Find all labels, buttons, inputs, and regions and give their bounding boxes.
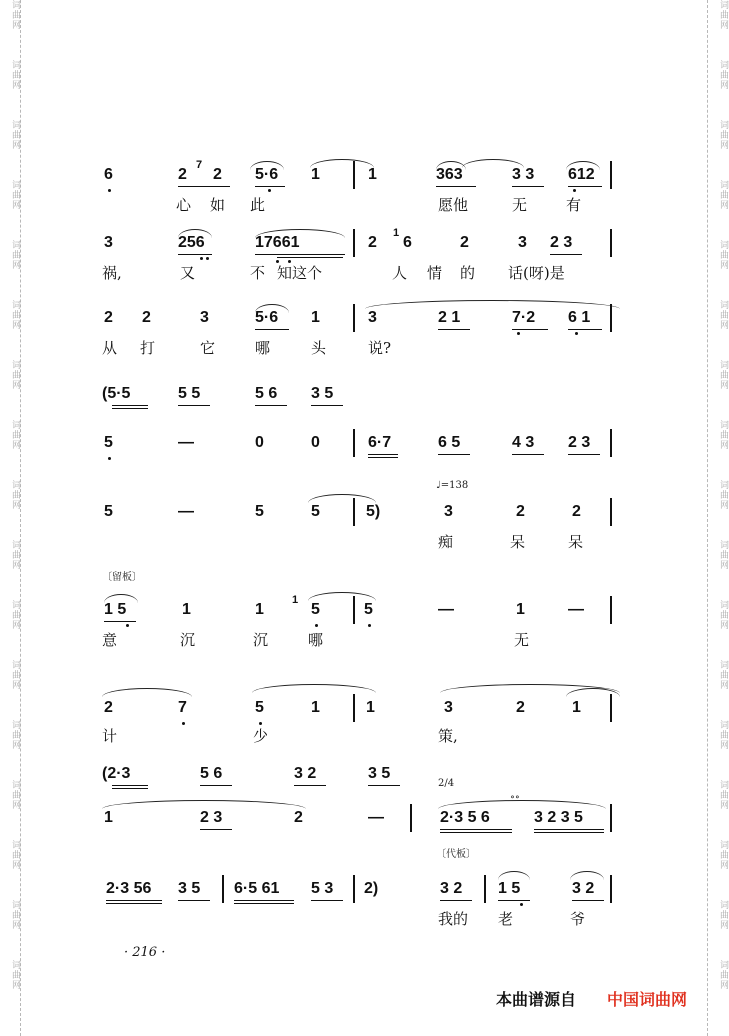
watermark-text: 词曲网	[10, 600, 20, 630]
watermark-text: 词曲网	[10, 180, 20, 210]
underline	[255, 254, 345, 255]
note: 1	[572, 699, 581, 716]
footer-site-name[interactable]: 中国词曲网	[607, 990, 688, 1009]
slur	[255, 304, 289, 313]
note: 1 5	[104, 601, 127, 618]
note: 1	[104, 809, 113, 826]
note: 0	[311, 434, 320, 451]
note: —	[368, 809, 384, 826]
lyric: 无	[512, 196, 528, 214]
underline	[112, 408, 148, 409]
lyric: 无	[514, 631, 530, 649]
underline	[234, 903, 294, 904]
lyric: 不	[250, 264, 266, 282]
note: 5	[104, 434, 113, 451]
underline	[200, 829, 232, 830]
note: 3	[444, 503, 453, 520]
watermark-text: 词曲网	[718, 60, 728, 90]
note: 5·6	[255, 166, 279, 183]
note: 6 1	[568, 309, 591, 326]
note: 5	[364, 601, 373, 618]
octave-dot	[108, 457, 111, 460]
watermark-text: 词曲网	[718, 240, 728, 270]
note: 7·2	[512, 309, 536, 326]
octave-dot	[520, 903, 523, 906]
lyric: 此	[250, 196, 266, 214]
note: —	[438, 601, 454, 618]
underline	[572, 900, 604, 901]
note: 5·6	[255, 309, 279, 326]
octave-dot	[206, 257, 209, 260]
note: 2 1	[438, 309, 461, 326]
note: 2	[104, 699, 113, 716]
score-row-8	[100, 680, 620, 750]
underline	[106, 900, 162, 901]
note: 3	[200, 309, 209, 326]
watermark-text: 词曲网	[718, 960, 728, 990]
underline	[498, 900, 530, 901]
note: 5 3	[311, 880, 334, 897]
score-row-4	[100, 380, 620, 416]
score-row-7	[100, 568, 620, 654]
note: 5 6	[255, 385, 278, 402]
lyric: 哪	[255, 339, 271, 357]
bar-line	[610, 694, 612, 722]
note: 6·5 61	[234, 880, 280, 897]
page-number: · 216 ·	[124, 945, 166, 960]
underline	[368, 457, 398, 458]
watermark-text: 词曲网	[10, 840, 20, 870]
underline	[568, 186, 602, 187]
right-watermark-strip	[707, 0, 729, 1036]
lyric: 又	[180, 264, 196, 282]
octave-dot	[517, 332, 520, 335]
note: 2)	[364, 880, 379, 897]
liuban-mark: 〔留板〕	[102, 572, 142, 583]
note: —	[178, 503, 194, 520]
note: 1	[516, 601, 525, 618]
note: 3 5	[311, 385, 334, 402]
note: 3	[368, 309, 377, 326]
watermark-text: 词曲网	[718, 480, 728, 510]
note: 5	[255, 503, 264, 520]
trill-mark: ∘∘	[510, 792, 520, 803]
bar-line	[610, 161, 612, 189]
octave-dot	[108, 189, 111, 192]
note: 3 3	[512, 166, 535, 183]
watermark-text: 词曲网	[718, 180, 728, 210]
note: 3 5	[368, 765, 391, 782]
note: 2	[104, 309, 113, 326]
watermark-text: 词曲网	[718, 540, 728, 570]
slur	[498, 871, 530, 880]
lyric: 呆	[568, 533, 584, 551]
watermark-text: 词曲网	[10, 780, 20, 810]
octave-dot	[259, 722, 262, 725]
note: 2	[460, 234, 469, 251]
watermark-text: 词曲网	[10, 60, 20, 90]
underline	[438, 454, 470, 455]
note: 2	[368, 234, 377, 251]
note: 2	[178, 166, 187, 183]
underline	[255, 329, 289, 330]
lyric: 情	[427, 264, 443, 282]
watermark-text: 词曲网	[10, 300, 20, 330]
note: 6	[403, 234, 412, 251]
note: 5	[311, 503, 320, 520]
slur	[438, 800, 606, 809]
watermark-text: 词曲网	[10, 420, 20, 450]
daiban-mark: 〔代板〕	[436, 849, 476, 860]
note: 3 2	[440, 880, 463, 897]
slur	[308, 494, 376, 503]
note: 363	[436, 166, 463, 183]
note: 2	[213, 166, 222, 183]
note: 2·3 56	[106, 880, 152, 897]
lyric: 意	[102, 631, 118, 649]
note: 1 5	[498, 880, 521, 897]
note: 2	[294, 809, 303, 826]
bar-line	[610, 875, 612, 903]
note: 1	[255, 601, 264, 618]
underline	[178, 254, 212, 255]
slur	[252, 684, 376, 693]
octave-dot	[200, 257, 203, 260]
meter-mark: 2/4	[438, 778, 455, 789]
lyric: 的	[460, 264, 476, 282]
underline	[534, 832, 604, 833]
note: 1	[311, 166, 320, 183]
lyric: 打	[140, 339, 156, 357]
bar-line	[222, 875, 224, 903]
slur	[310, 159, 374, 168]
note: 612	[568, 166, 595, 183]
underline	[178, 186, 230, 187]
watermark-text: 词曲网	[718, 600, 728, 630]
bar-line	[353, 694, 355, 722]
score-row-5	[100, 425, 620, 465]
slur	[250, 161, 284, 170]
octave-dot	[573, 189, 576, 192]
bar-line	[410, 804, 412, 832]
watermark-text: 词曲网	[10, 960, 20, 990]
lyric: 痴	[438, 533, 454, 551]
score-row-3	[100, 300, 620, 360]
lyric: 它	[200, 339, 216, 357]
watermark-text: 词曲网	[718, 840, 728, 870]
slur	[308, 592, 376, 601]
watermark-text: 词曲网	[10, 480, 20, 510]
watermark-text: 词曲网	[10, 0, 20, 30]
note: 5 5	[178, 385, 201, 402]
watermark-text: 词曲网	[718, 300, 728, 330]
note: 1	[311, 699, 320, 716]
note: 3	[444, 699, 453, 716]
bar-line	[353, 875, 355, 903]
note: 5 6	[200, 765, 223, 782]
lyric: 人	[392, 264, 408, 282]
note: 3 2	[294, 765, 317, 782]
octave-dot	[268, 189, 271, 192]
note: —	[568, 601, 584, 618]
note: 1	[182, 601, 191, 618]
bar-line	[353, 229, 355, 257]
watermark-text: 词曲网	[10, 660, 20, 690]
slur	[102, 800, 306, 809]
note: 3 2 3 5	[534, 809, 583, 826]
note: 5	[104, 503, 113, 520]
octave-dot	[575, 332, 578, 335]
slur	[570, 871, 604, 880]
underline	[512, 186, 544, 187]
underline	[568, 454, 600, 455]
lyric: 沉	[253, 631, 269, 649]
slur	[255, 229, 345, 238]
underline	[106, 903, 162, 904]
footer-source-label: 本曲谱源自	[496, 990, 577, 1009]
note: 3 5	[178, 880, 201, 897]
bar-line	[610, 229, 612, 257]
tempo-mark: ♩=138	[436, 480, 469, 491]
octave-dot	[126, 624, 129, 627]
grace-note: 1	[393, 227, 400, 239]
note: 6·7	[368, 434, 392, 451]
slur	[365, 300, 620, 309]
underline	[568, 329, 602, 330]
underline	[368, 454, 398, 455]
note: 17661	[255, 234, 300, 251]
note: 3	[104, 234, 113, 251]
bar-line	[353, 429, 355, 457]
octave-dot	[315, 624, 318, 627]
watermark-text: 词曲网	[10, 540, 20, 570]
note: 2	[572, 503, 581, 520]
lyric: 话(呀)是	[508, 264, 565, 282]
lyric: 老	[498, 910, 514, 928]
underline	[440, 900, 472, 901]
underline	[311, 900, 343, 901]
watermark-text: 词曲网	[718, 780, 728, 810]
watermark-text: 词曲网	[10, 900, 20, 930]
underline	[436, 186, 476, 187]
underline	[277, 257, 343, 258]
note: 7	[178, 699, 187, 716]
note: 1	[366, 699, 375, 716]
bar-line	[353, 304, 355, 332]
lyric: 如	[210, 196, 226, 214]
slur	[566, 161, 600, 170]
bar-line	[610, 498, 612, 526]
lyric: 呆	[510, 533, 526, 551]
note: 4 3	[512, 434, 535, 451]
note: 256	[178, 234, 205, 251]
lyric: 祸,	[102, 264, 122, 282]
bar-line	[484, 875, 486, 903]
note: 2	[142, 309, 151, 326]
underline	[234, 900, 294, 901]
lyric: 从	[102, 339, 118, 357]
underline	[534, 829, 604, 830]
underline	[550, 254, 582, 255]
note: —	[178, 434, 194, 451]
lyric: 头	[311, 339, 327, 357]
watermark-text: 词曲网	[718, 120, 728, 150]
underline	[255, 186, 285, 187]
watermark-text: 词曲网	[718, 360, 728, 390]
bar-line	[610, 596, 612, 624]
lyric: 知这个	[277, 264, 323, 282]
score-row-1	[100, 155, 620, 215]
note: 2	[516, 503, 525, 520]
watermark-text: 词曲网	[718, 900, 728, 930]
watermark-text: 词曲网	[718, 720, 728, 750]
underline	[512, 329, 548, 330]
lyric: 我的	[438, 910, 469, 928]
left-watermark-strip	[0, 0, 21, 1036]
note: 1	[368, 166, 377, 183]
watermark-text: 词曲网	[718, 420, 728, 450]
note: 0	[255, 434, 264, 451]
underline	[112, 405, 148, 406]
lyric: 计	[102, 727, 118, 745]
lyric: 愿他	[438, 196, 469, 214]
lyric: 少	[253, 727, 269, 745]
watermark-text: 词曲网	[10, 720, 20, 750]
slur	[104, 594, 138, 603]
bar-line	[610, 804, 612, 832]
octave-dot	[182, 722, 185, 725]
underline	[440, 832, 512, 833]
slur	[178, 229, 212, 238]
grace-note: 1	[292, 594, 299, 606]
lyric: 爷	[570, 910, 586, 928]
note: 6 5	[438, 434, 461, 451]
underline	[178, 900, 210, 901]
octave-dot	[368, 624, 371, 627]
score-row-2	[100, 225, 620, 285]
watermark-text: 词曲网	[10, 120, 20, 150]
watermark-text: 词曲网	[10, 240, 20, 270]
note: (2·3	[102, 765, 131, 782]
watermark-text: 词曲网	[718, 0, 728, 30]
watermark-text: 词曲网	[718, 660, 728, 690]
note: 1	[311, 309, 320, 326]
bar-line	[610, 429, 612, 457]
underline	[104, 621, 136, 622]
note: 2 3	[550, 234, 573, 251]
note: 3	[518, 234, 527, 251]
underline	[512, 454, 544, 455]
slur	[102, 688, 192, 697]
lyric: 心	[176, 196, 192, 214]
underline	[438, 329, 470, 330]
score-row-6	[100, 480, 620, 560]
grace-note: 7	[196, 159, 203, 171]
lyric: 策,	[438, 727, 458, 745]
underline	[178, 405, 210, 406]
note: 5	[255, 699, 264, 716]
note: 5)	[366, 503, 381, 520]
note: 3 2	[572, 880, 595, 897]
note: 2	[516, 699, 525, 716]
lyric: 有	[566, 196, 582, 214]
score-row-10	[100, 778, 620, 838]
note: 2 3	[568, 434, 591, 451]
note: 6	[104, 166, 113, 183]
note: (5·5	[102, 385, 131, 402]
score-row-11	[100, 845, 620, 935]
lyric: 说?	[368, 339, 392, 357]
note: 2 3	[200, 809, 223, 826]
note: 5	[311, 601, 320, 618]
underline	[311, 405, 343, 406]
underline	[255, 405, 287, 406]
lyric: 哪	[308, 631, 324, 649]
lyric: 沉	[180, 631, 196, 649]
note: 2·3 5 6	[440, 809, 490, 826]
watermark-text: 词曲网	[10, 360, 20, 390]
slur	[462, 159, 524, 168]
underline	[440, 829, 512, 830]
